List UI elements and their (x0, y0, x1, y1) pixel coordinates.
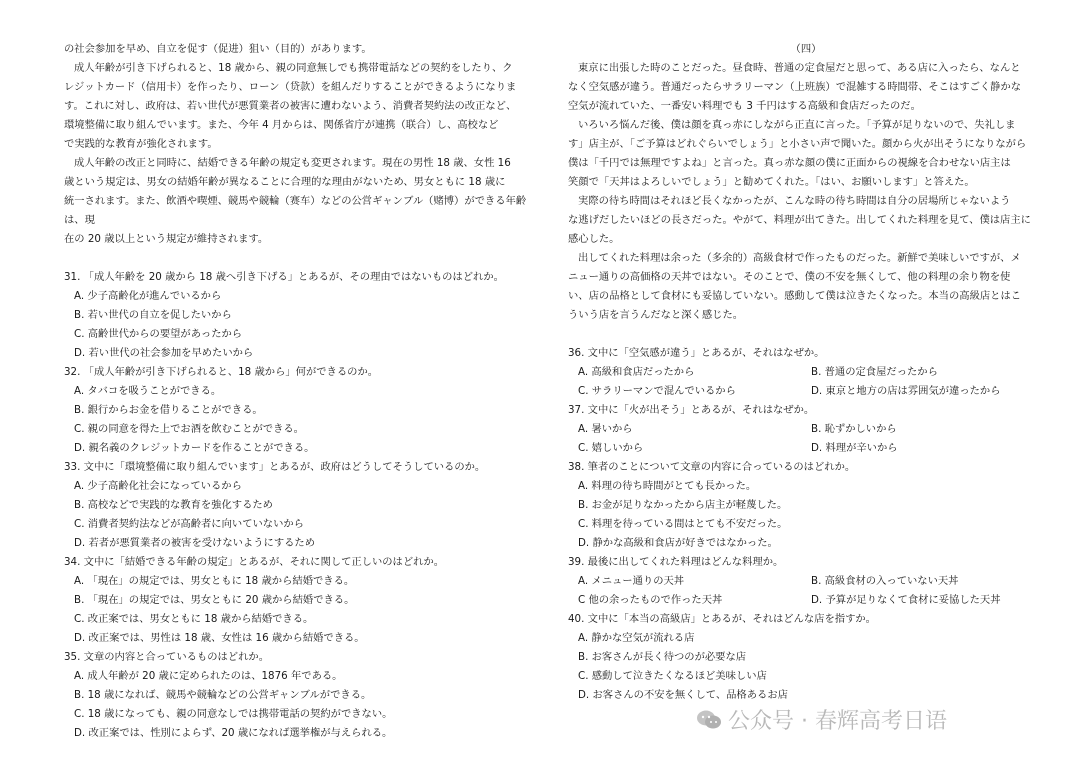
option-b: B. お客さんが長く待つのが必要な店 (578, 651, 747, 663)
option-b: B. 18 歳になれば、競馬や競輪などの公営ギャンブルができる。 (74, 689, 372, 701)
question-stem: 36. 文中に「空気感が違う」とあるが、それはなぜか。 (568, 347, 825, 359)
wechat-icon (696, 709, 722, 731)
option-a: A. 「現在」の規定では、男女ともに 18 歳から結婚できる。 (74, 575, 355, 587)
question-31 (64, 268, 542, 363)
option-b: B. 「現在」の規定では、男女ともに 20 歳から結婚できる。 (74, 594, 355, 606)
question-38 (568, 458, 1044, 553)
passage-line: ういう店を言うんだなと深く感じた。 (568, 309, 744, 321)
left-column (64, 40, 542, 743)
right-column (568, 40, 1044, 705)
question-37 (568, 401, 1044, 458)
option-d: D. 料理が辛いから (811, 442, 898, 454)
option-c: C. 嬉しいから (578, 442, 644, 454)
option-d: D. 静かな高級和食店が好きではなかった。 (578, 537, 778, 549)
question-36 (568, 344, 1044, 401)
option-c: C. 高齢世代からの要望があったから (74, 328, 243, 340)
section-heading: （四） (790, 43, 822, 55)
option-b: B. お金が足りなかったから店主が軽蔑した。 (578, 499, 788, 511)
option-a: A. タバコを吸うことができる。 (74, 385, 222, 397)
option-c: C. 感動して泣きたくなるほど美味しい店 (578, 670, 767, 682)
watermark-text: 公众号 · 春辉高考日语 (728, 709, 947, 734)
passage-line: 環境整備に取り組んでいます。また、今年 4 月からは、関係省庁が連携（联合）し、高校など (64, 119, 499, 131)
passage-line: 僕は「千円では無理ですよね」と言った。真っ赤な顔の僕に正面からの視線を合わせない店主は (568, 157, 1011, 169)
question-32 (64, 363, 542, 458)
option-d: D. 改正案では、性別によらず、20 歳になれば選挙権が与えられる。 (74, 727, 393, 739)
question-stem: 33. 文中に「環境整備に取り組んでいます」とあるが、政府はどうしてそうしているのか。 (64, 461, 486, 473)
passage-line: 歳という規定は、男女の結婚年齢が異なることに合理的な理由がないため、男女ともに 18 歳に (64, 176, 506, 188)
passage-line: す。これに対し、政府は、若い世代が悪質業者の被害に遭わないよう、消費者契約法の改正など、 (64, 100, 517, 112)
passage-line: 感心した。 (568, 233, 620, 245)
option-c: C. 親の同意を得た上でお酒を飲むことができる。 (74, 423, 304, 435)
option-a: A. 暑いから (578, 423, 633, 435)
option-b: B. 普通の定食屋だったから (811, 366, 938, 378)
option-a: A. 高級和食店だったから (578, 366, 695, 378)
option-b: B. 銀行からお金を借りることができる。 (74, 404, 263, 416)
option-a: A. 静かな空気が流れる店 (578, 632, 695, 644)
passage-line: 統一されます。また、飲酒や喫煙、競馬や競輪（赛车）などの公営ギャンブル（赌博）ができる年齢は、現 (64, 195, 527, 226)
passage-line: 東京に出張した時のことだった。昼食時、普通の定食屋だと思って、ある店に入ったら、なんと (578, 62, 1021, 74)
passage-line: 在の 20 歳以上という規定が維持されます。 (64, 233, 269, 245)
option-row (568, 382, 1044, 401)
option-d: D. 若者が悪質業者の被害を受けないようにするため (74, 537, 316, 549)
question-39 (568, 553, 1044, 610)
question-35 (64, 648, 542, 743)
passage-line: な逃げだしたいほどの長さだった。やがて、料理が出てきた。出してくれた料理を見て、僕は店主に (568, 214, 1031, 226)
passage-line: 成人年齢の改正と同時に、結婚できる年齢の規定も変更されます。現在の男性 18 歳、女性 16 (74, 157, 511, 169)
option-row (568, 572, 1044, 591)
passage-line: で実践的な教育が強化されます。 (64, 138, 218, 150)
option-b: B. 恥ずかしいから (811, 423, 897, 435)
passage-line: す」店主が、「ご予算はどれぐらいでしょう」と小さい声で聞いた。顔から火が出そうになりながら (568, 138, 1027, 150)
watermark (696, 704, 947, 735)
passage-line: 笑顔で「天丼はよろしいでしょう」と勧めてくれた。「はい、お願いします」と答えた。 (568, 176, 975, 188)
option-c: C. 料理を待っている間はとても不安だった。 (578, 518, 788, 530)
question-stem: 38. 筆者のことについて文章の内容に合っているのはどれか。 (568, 461, 856, 473)
option-d: D. お客さんの不安を無くして、品格あるお店 (578, 689, 788, 701)
option-c: C 他の余ったもので作った天丼 (578, 594, 723, 606)
question-stem: 37. 文中に「火が出そう」とあるが、それはなぜか。 (568, 404, 815, 416)
passage-line: 成人年齢が引き下げられると、18 歳から、親の同意無しでも携帯電話などの契約をしたり、ク (74, 62, 513, 74)
option-d: D. 若い世代の社会参加を早めたいから (74, 347, 254, 359)
passage-line: ニュー通りの高価格の天丼ではない。そのことで、僕の不安を無くして、他の料理の余り物を使 (568, 271, 1011, 283)
option-row (568, 363, 1044, 382)
option-b: B. 高校などで実践的な教育を強化するため (74, 499, 273, 511)
passage-line: いろいろ悩んだ後、僕は顔を真っ赤にしながら正直に言った。「予算が足りないので、失礼しま (578, 119, 1016, 131)
option-d: D. 親名義のクレジットカードを作ることができる。 (74, 442, 315, 454)
passage-line: の社会参加を早め、自立を促す（促进）狙い（目的）があります。 (64, 43, 372, 55)
question-stem: 34. 文中に「結婚できる年齢の規定」とあるが、それに関して正しいのはどれか。 (64, 556, 445, 568)
question-stem: 39. 最後に出してくれた料理はどんな料理か。 (568, 556, 784, 568)
question-stem: 35. 文章の内容と合っているものはどれか。 (64, 651, 269, 663)
question-33 (64, 458, 542, 553)
question-40 (568, 610, 1044, 705)
option-row (568, 591, 1044, 610)
option-a: A. 料理の待ち時間がとても長かった。 (578, 480, 757, 492)
question-34 (64, 553, 542, 648)
option-c: C. サラリーマンで混んでいるから (578, 385, 736, 397)
option-row (568, 420, 1044, 439)
question-stem: 40. 文中に「本当の高級店」とあるが、それはどんな店を指すか。 (568, 613, 876, 625)
option-c: C. 18 歳になっても、親の同意なしでは携帯電話の契約ができない。 (74, 708, 393, 720)
passage-line: い、店の品格として食材にも妥協していない。感動して僕は泣きたくなった。本当の高級店とはこ (568, 290, 1022, 302)
option-c: C. 改正案では、男女ともに 18 歳から結婚できる。 (74, 613, 314, 625)
option-d: D. 東京と地方の店は雰囲気が違ったから (811, 385, 1001, 397)
passage-line: 出してくれた料理は余った（多余的）高級食材で作ったものだった。新鮮で美味しいですが、メ (578, 252, 1021, 264)
option-a: A. メニュー通りの天丼 (578, 575, 685, 587)
option-a: A. 少子高齢化社会になっているから (74, 480, 242, 492)
option-d: D. 改正案では、男性は 18 歳、女性は 16 歳から結婚できる。 (74, 632, 365, 644)
option-b: B. 高級食材の入っていない天丼 (811, 575, 959, 587)
question-stem: 32. 「成人年齢が引き下げられると、18 歳から」何ができるのか。 (64, 366, 379, 378)
option-b: B. 若い世代の自立を促したいから (74, 309, 232, 321)
option-a: A. 少子高齢化が進んでいるから (74, 290, 222, 302)
option-row (568, 439, 1044, 458)
passage-line: 空気が流れていた、一番安い料理でも 3 千円はする高級和食店だったのだ。 (568, 100, 921, 112)
passage-line: なく空気感が違う。普通だったらサラリーマン（上班族）で混雑する時間帯、そこはすごく静かな (568, 81, 1022, 93)
passage-line: レジットカード（信用卡）を作ったり、ローン（贷款）を組んだりすることができるようになりま (64, 81, 517, 93)
option-d: D. 予算が足りなくて食材に妥協した天丼 (811, 594, 1001, 606)
option-a: A. 成人年齢が 20 歳に定められたのは、1876 年である。 (74, 670, 343, 682)
question-stem: 31. 「成人年齢を 20 歳から 18 歳へ引き下げる」とあるが、その理由ではないものはどれか。 (64, 271, 504, 283)
passage-line: 実際の待ち時間はそれほど長くなかったが、こんな時の待ち時間は自分の居場所じゃないよう (578, 195, 1011, 207)
option-c: C. 消費者契約法などが高齢者に向いていないから (74, 518, 304, 530)
